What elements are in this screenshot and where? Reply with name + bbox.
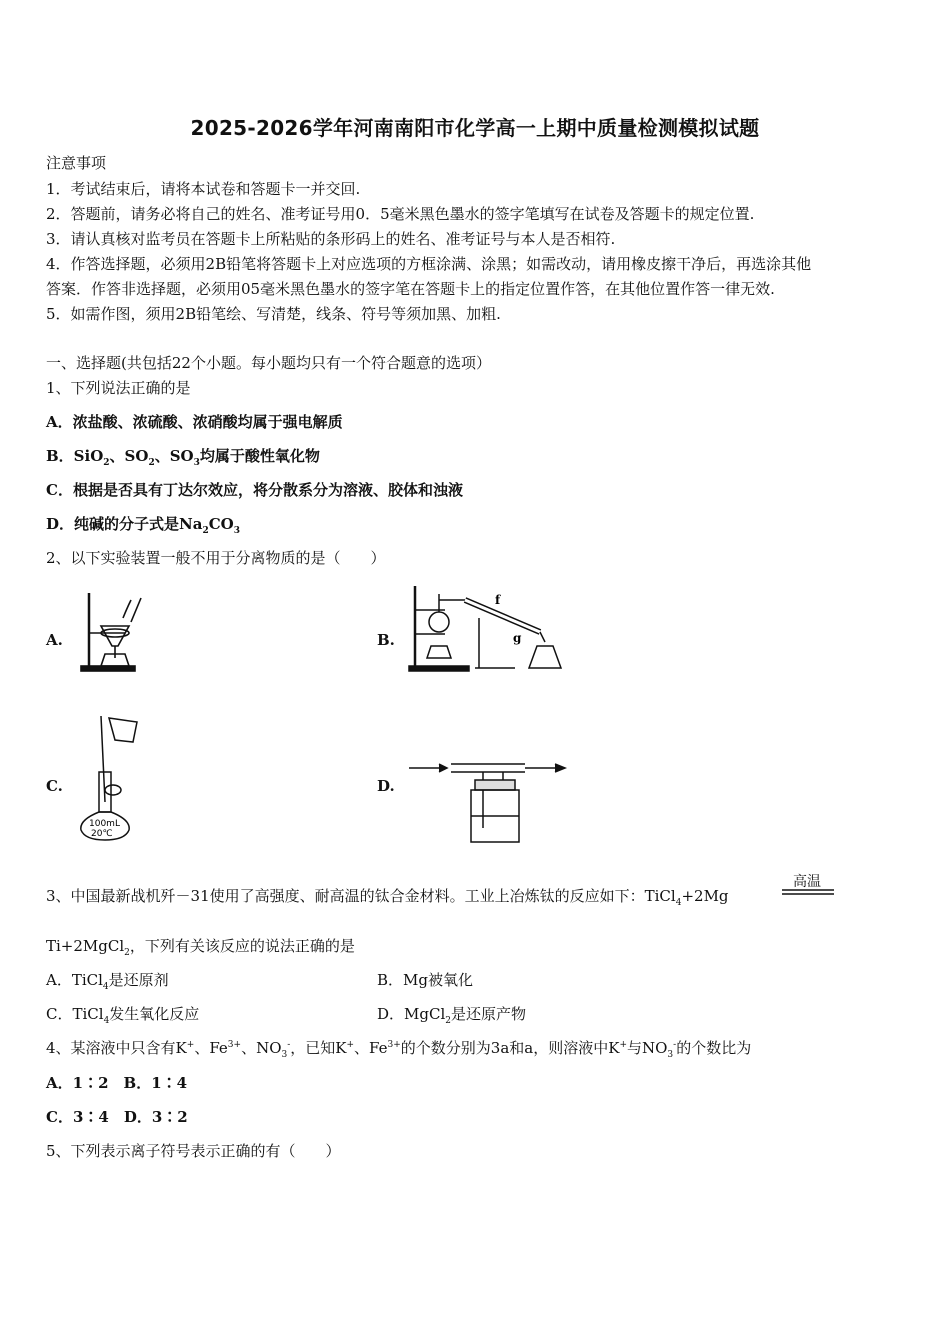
q3-stem: 3、中国最新战机歼－31使用了高强度、耐高温的钛合金材料。工业上冶炼钛的反应如下：TiCl$_4$+2Mg (46, 887, 729, 908)
q4-options-ab: A．1∶2 B．1∶4 (46, 1074, 188, 1092)
notice-item: 2．答题前，请务必将自己的姓名、准考证号用0．5毫米黑色墨水的签字笔填写在试卷及答题卡的规定位置. (46, 205, 755, 223)
q1-option-a: A．浓盐酸、浓硫酸、浓硝酸均属于强电解质 (46, 413, 343, 431)
notice-item: 4．作答选择题，必须用2B铅笔将答题卡上对应选项的方框涂满、涂黑；如需改动，请用橡皮擦干净后，再选涂其他 (46, 255, 812, 273)
q1-option-b: B．SiO$_2$、$SO_2$、$SO_3$均属于酸性氧化物 (46, 447, 320, 468)
notice-item: 答案．作答非选择题，必须用05毫米黑色墨水的签字笔在答题卡上的指定位置作答，在其他位置作答一律无效. (46, 280, 775, 298)
flask-volume-label: 100mL (89, 819, 120, 829)
volumetric-flask-figure (75, 712, 150, 842)
reaction-condition: 高温 (793, 874, 821, 890)
q3-option-d: D．MgCl$_2$是还原产物 (377, 1005, 527, 1026)
q1-stem: 1、下列说法正确的是 (46, 379, 191, 397)
q2-option-a-label: A. (46, 631, 63, 649)
section-heading: 一、选择题(共包括22个小题。每小题均只有一个符合题意的选项） (46, 354, 491, 372)
q4-stem: 4、某溶液中只含有K+、$Fe^{3+}$、$NO_3^-$，已知K+、$Fe^{3+}$的个数分别为3a和a，则溶液中K+与$NO_3^-$的个数比为 (46, 1039, 752, 1060)
gas-washing-bottle-figure (405, 758, 575, 848)
reaction-arrow (782, 888, 834, 896)
q2-option-b-label: B. (377, 631, 395, 649)
q4-options-cd: C．3∶4 D．3∶2 (46, 1108, 188, 1126)
q3-option-b: B．Mg被氧化 (377, 971, 473, 989)
q3-option-c: C．TiCl$_4$发生氧化反应 (46, 1005, 200, 1026)
q3-option-a: A．TiCl$_4$是还原剂 (46, 971, 169, 992)
page-title: 2025-2026学年河南南阳市化学高一上期中质量检测模拟试题 (190, 116, 760, 140)
notice-item: 1．考试结束后，请将本试卷和答题卡一并交回. (46, 180, 361, 198)
distillation-apparatus-figure (405, 580, 575, 675)
notice-heading: 注意事项 (46, 154, 107, 172)
notice-item: 5．如需作图，须用2B铅笔绘、写清楚，线条、符号等须加黑、加粗. (46, 305, 501, 323)
q2-option-d-label: D. (377, 777, 395, 795)
q1-option-c: C．根据是否具有丁达尔效应，将分散系分为溶液、胶体和浊液 (46, 481, 463, 499)
q2-option-c-label: C. (46, 777, 63, 795)
q1-option-d: D．纯碱的分子式是$Na_2CO_3$ (46, 515, 240, 536)
q3-stem-line2: Ti+2MgCl$_2$，下列有关该反应的说法正确的是 (46, 937, 355, 958)
q5-stem: 5、下列表示离子符号表示正确的有（ ） (46, 1142, 341, 1160)
label-f: f (495, 593, 501, 607)
flask-temp-label: 20℃ (91, 829, 113, 839)
filtration-apparatus-figure (75, 588, 165, 673)
q2-stem: 2、以下实验装置一般不用于分离物质的是（ ） (46, 549, 386, 567)
notice-item: 3．请认真核对监考员在答题卡上所粘贴的条形码上的姓名、准考证号与本人是否相符. (46, 230, 616, 248)
label-g: g (513, 631, 522, 645)
